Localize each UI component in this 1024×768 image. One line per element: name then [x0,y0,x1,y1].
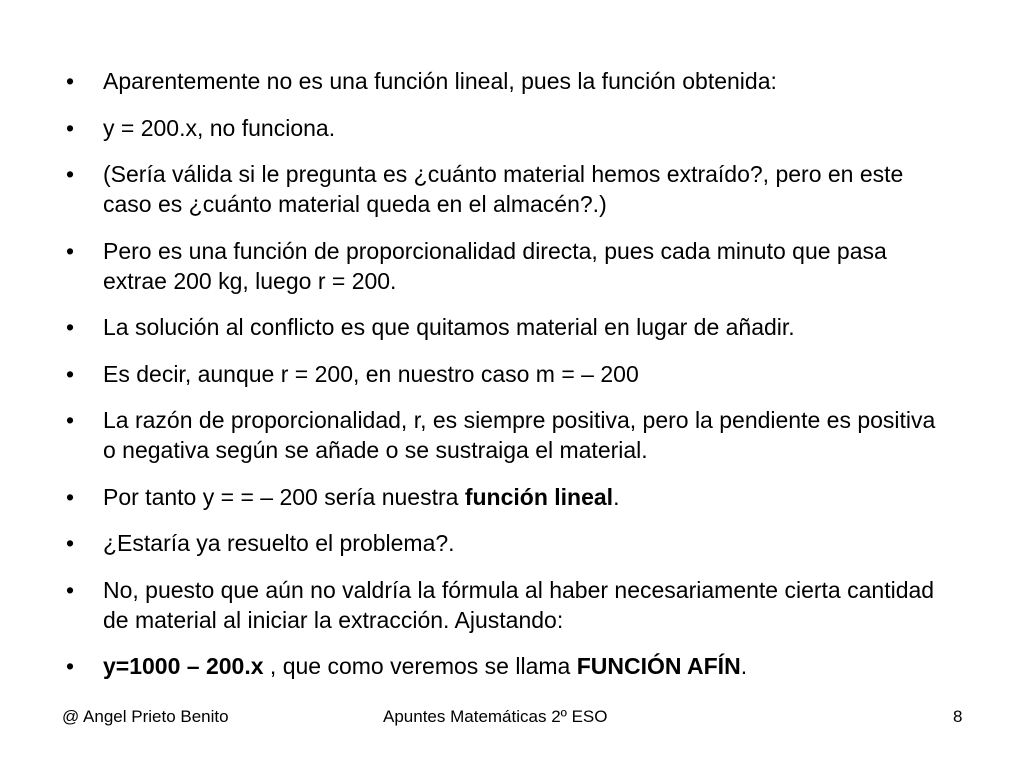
footer-course: Apuntes Matemáticas 2º ESO [383,707,608,726]
bullet-icon: • [66,483,75,510]
bullet-icon: • [66,653,75,679]
bullet-text: Es decir, aunque r = 200, en nuestro caso m = – 200 [103,360,639,387]
bullet-text: Por tanto y = = – 200 sería nuestra [103,483,465,510]
bullet-icon: • [66,114,75,141]
bullet-icon: • [66,314,75,340]
bullet-item [66,482,946,512]
bullet-item [66,528,946,558]
bullet-text: Pero es una función de proporcionalidad directa, pues cada minuto que pasa extrae 200 kg, luego r = 200. [103,237,887,294]
bullet-text: No, puesto que aún no valdría la fórmula al haber necesariamente cierta cantidad de material al iniciar la extracción. Ajustando: [103,576,935,633]
footer-author: @ Angel Prieto Benito [62,707,229,726]
bullet-icon: • [66,68,75,94]
bullet-text: y = 200.x, no funciona. [103,114,336,141]
bullet-item [66,66,946,96]
bullet-text: ¿Estaría ya resuelto el problema?. [103,530,455,556]
bullet-icon: • [66,161,75,187]
bullet-item [66,312,946,342]
bullet-item [66,405,946,465]
bullet-icon: • [66,237,75,264]
bullet-item [66,236,946,296]
bullet-item [66,359,946,389]
bullet-text: La solución al conflicto es que quitamos material en lugar de añadir. [103,314,795,340]
bullet-text: (Sería válida si le pregunta es ¿cuánto material hemos extraído?, pero en este caso es ¿cuánto material queda en el almacén?.) [103,161,904,217]
bold-term: FUNCIÓN AFÍN [576,653,741,679]
bullet-item [66,575,946,635]
bullet-item [66,159,946,219]
bullet-text: . [740,653,748,679]
bullet-item [66,113,946,143]
bullet-icon: • [66,360,75,387]
bold-term: función lineal [464,483,614,510]
footer-page-number: 8 [953,707,963,726]
bullet-icon: • [66,576,75,603]
bullet-text: Aparentemente no es una función lineal, pues la función obtenida: [103,68,777,94]
bullet-list [66,66,946,698]
bullet-text: , que como veremos se llama [263,653,577,679]
bold-formula: y=1000 – 200.x [103,653,264,679]
bullet-icon: • [66,407,75,433]
bullet-icon: • [66,530,75,556]
bullet-text: La razón de proporcionalidad, r, es siempre positiva, pero la pendiente es positiva o negativa según se añade o se sustraiga el material. [103,407,936,463]
bullet-item [66,651,946,681]
bullet-text: . [613,483,620,510]
